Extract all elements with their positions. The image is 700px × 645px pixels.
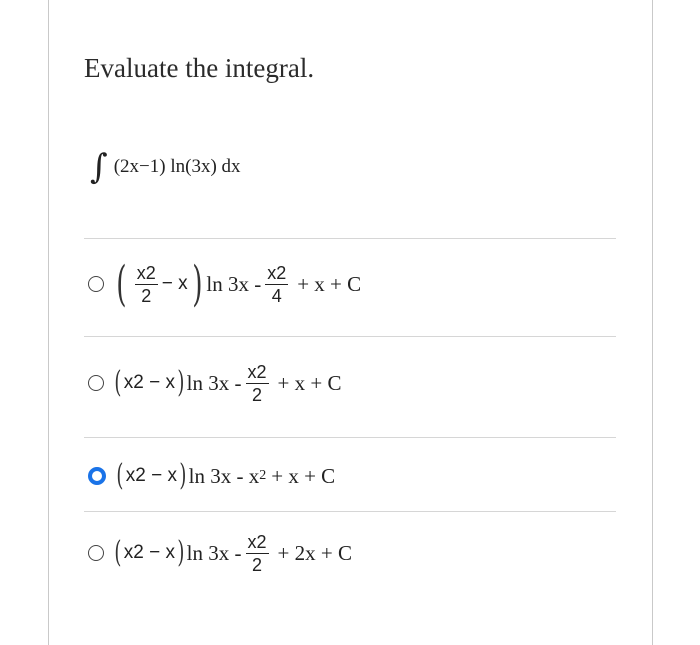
integrand: (2x−1) ln(3x) dx bbox=[113, 156, 241, 177]
radio-button-a[interactable] bbox=[88, 276, 104, 292]
paren-inner: x2 − x bbox=[123, 542, 175, 563]
divider bbox=[84, 336, 616, 337]
right-border bbox=[652, 0, 653, 645]
integral-expression bbox=[90, 142, 241, 192]
open-paren: ( bbox=[114, 365, 122, 400]
tail-term: + x + C bbox=[277, 370, 342, 395]
radio-button-d[interactable] bbox=[88, 545, 104, 561]
tail-term: + x + C bbox=[271, 463, 336, 488]
fraction-x2-over-2: $\frac{x2}{2}$ bbox=[247, 531, 267, 575]
question-prompt: Evaluate the integral. bbox=[84, 53, 315, 83]
divider bbox=[84, 238, 616, 239]
ln-term: ln 3x - bbox=[186, 370, 242, 395]
ln-term: ln 3x - bbox=[186, 540, 242, 565]
fraction-x2-over-2: $\frac{x2}{2}$ bbox=[247, 361, 267, 405]
ln-term: ln 3x - bbox=[206, 271, 262, 296]
open-paren: ( bbox=[114, 535, 122, 570]
left-border bbox=[48, 0, 49, 645]
integral-sign: ∫ bbox=[90, 147, 108, 187]
answer-option-a[interactable] bbox=[88, 248, 361, 320]
term-minus-x: − x bbox=[161, 273, 188, 294]
open-paren: ( bbox=[116, 256, 127, 312]
exponent: 2 bbox=[259, 468, 267, 483]
open-paren: ( bbox=[116, 458, 124, 493]
close-paren: ) bbox=[191, 256, 203, 312]
tail-term: + 2x + C bbox=[277, 540, 352, 565]
fraction-x2-over-2: $\frac{x2}{2}$ bbox=[136, 262, 156, 306]
answer-option-b[interactable] bbox=[88, 352, 341, 414]
answer-option-d[interactable] bbox=[88, 522, 352, 584]
close-paren: ) bbox=[177, 365, 185, 400]
radio-button-b[interactable] bbox=[88, 375, 104, 391]
fraction-x2-over-4: $\frac{x2}{4}$ bbox=[267, 262, 287, 306]
divider bbox=[84, 511, 616, 512]
paren-inner: x2 − x bbox=[123, 372, 175, 393]
close-paren: ) bbox=[177, 535, 185, 570]
ln-term: ln 3x - x bbox=[188, 463, 260, 488]
answer-option-c[interactable] bbox=[88, 456, 335, 496]
divider bbox=[84, 437, 616, 438]
tail-term: + x + C bbox=[297, 271, 362, 296]
radio-button-c-selected[interactable] bbox=[88, 467, 106, 485]
paren-inner: x2 − x bbox=[125, 465, 177, 486]
close-paren: ) bbox=[179, 458, 187, 493]
